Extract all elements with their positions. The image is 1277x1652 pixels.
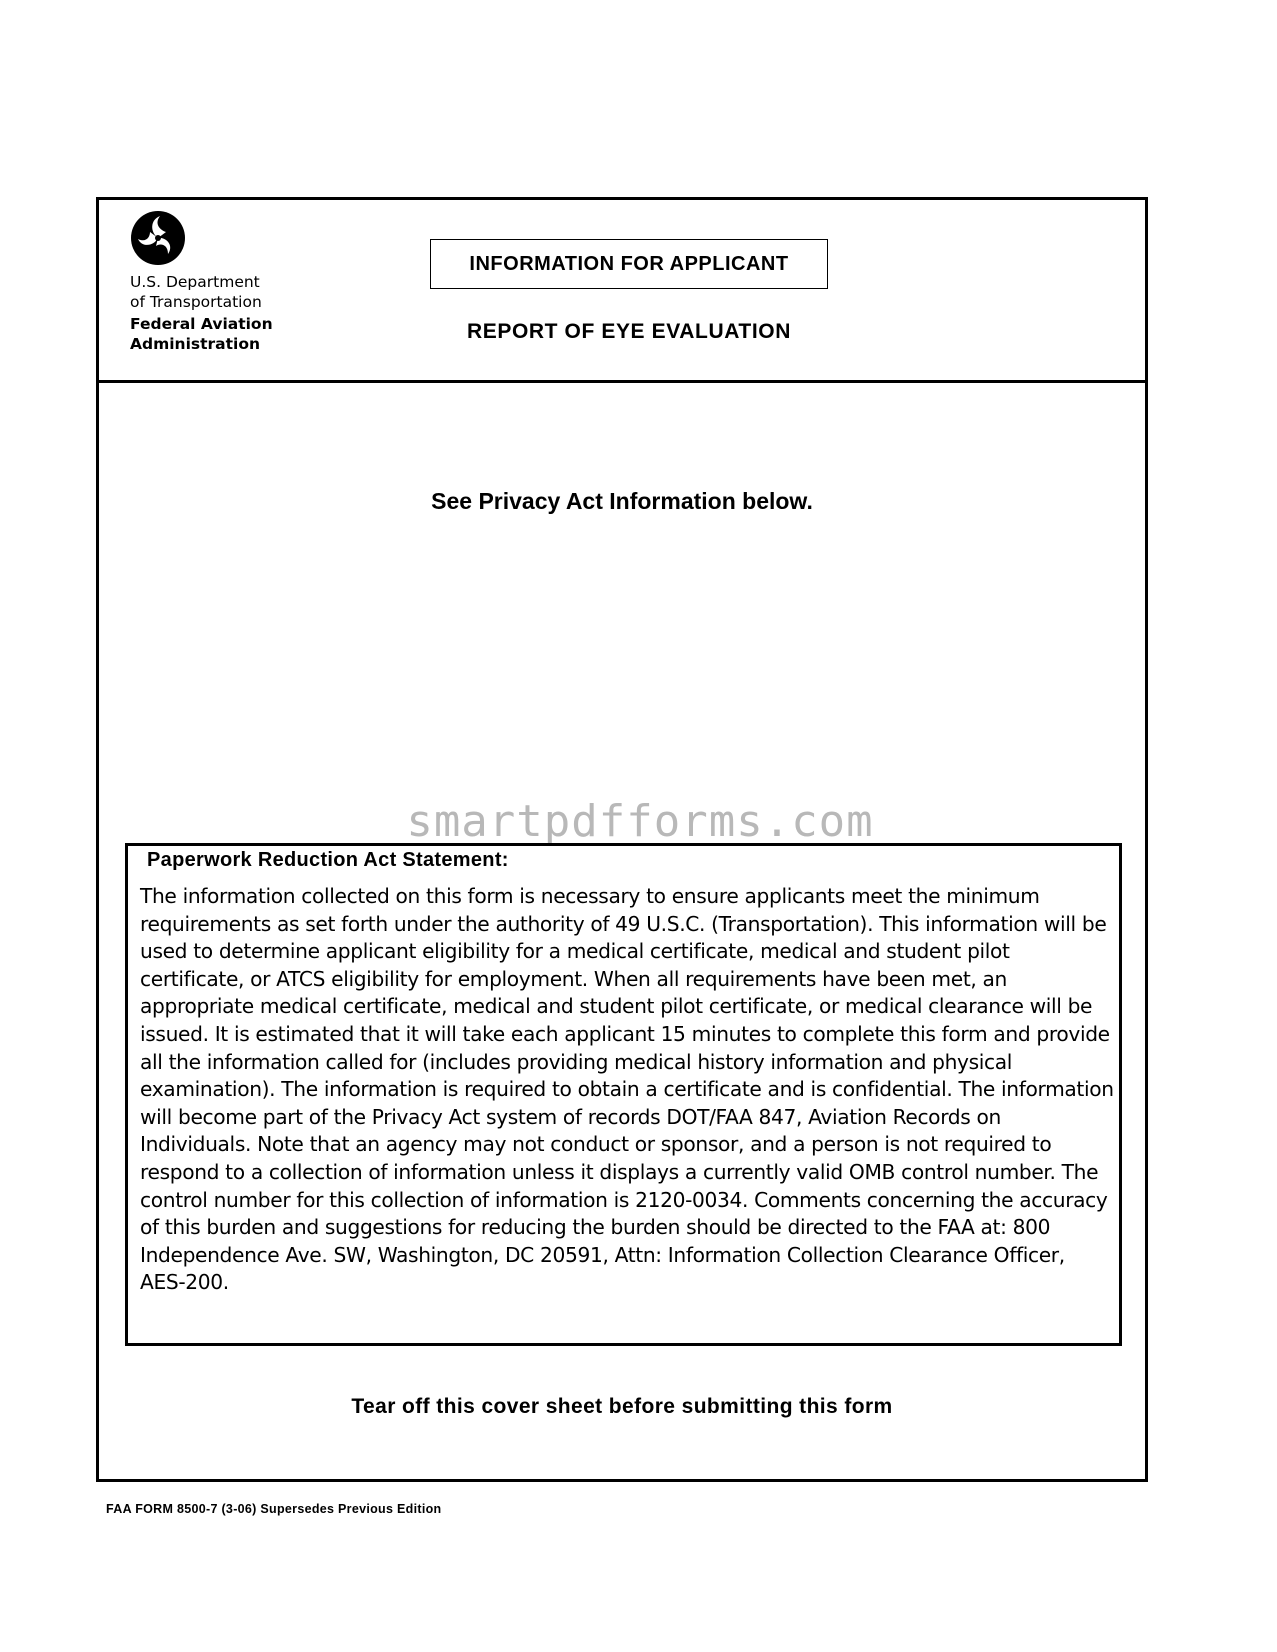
- privacy-act-note: See Privacy Act Information below.: [431, 488, 813, 514]
- watermark: smartpdfforms.com: [406, 796, 874, 847]
- agency-line-4: Administration: [130, 335, 261, 353]
- agency-line-1: U.S. Department: [130, 273, 260, 291]
- report-title: REPORT OF EYE EVALUATION: [467, 320, 791, 343]
- tear-off-instruction: Tear off this cover sheet before submitting this form: [351, 1395, 893, 1418]
- agency-line-2: of Transportation: [130, 293, 262, 311]
- agency-name: [130, 272, 330, 354]
- form-footer: FAA FORM 8500-7 (3-06) Supersedes Previous Edition: [106, 1502, 442, 1516]
- information-for-applicant-box: [430, 239, 828, 289]
- header-divider: [96, 380, 1148, 383]
- dot-triskelion-logo-icon: [130, 210, 186, 266]
- paperwork-reduction-body: The information collected on this form is necessary to ensure applicants meet the minimum requirements as set forth under the authority of 49 U.S.C. (Transportation). This information will be used to determine applicant eligibility for a medical certificate, medical and student pilot certificate, or ATCS eligibility for employment. When all requirements have been met, an appropriate medical certificate, medical and student pilot certificate, or medical clearance will be issued. It is estimated that it will take each applicant 15 minutes to complete this form and provide all the information called for (includes providing medical history information and physical examination). The information is required to obtain a certificate and is confidential. The information will become part of the Privacy Act system of records DOT/FAA 847, Aviation Records on Individuals. Note that an agency may not conduct or sponsor, and a person is not required to respond to a collection of information unless it displays a currently valid OMB control number. The control number for this collection of information is 2120-0034. Comments concerning the accuracy of this burden and suggestions for reducing the burden should be directed to the FAA at: 800 Independence Ave. SW, Washington, DC 20591, Attn: Information Collection Clearance Officer, AES-200.: [140, 884, 1114, 1295]
- paperwork-reduction-heading: Paperwork Reduction Act Statement:: [147, 849, 509, 871]
- information-for-applicant-label: INFORMATION FOR APPLICANT: [469, 252, 789, 275]
- agency-line-3: Federal Aviation: [130, 315, 273, 333]
